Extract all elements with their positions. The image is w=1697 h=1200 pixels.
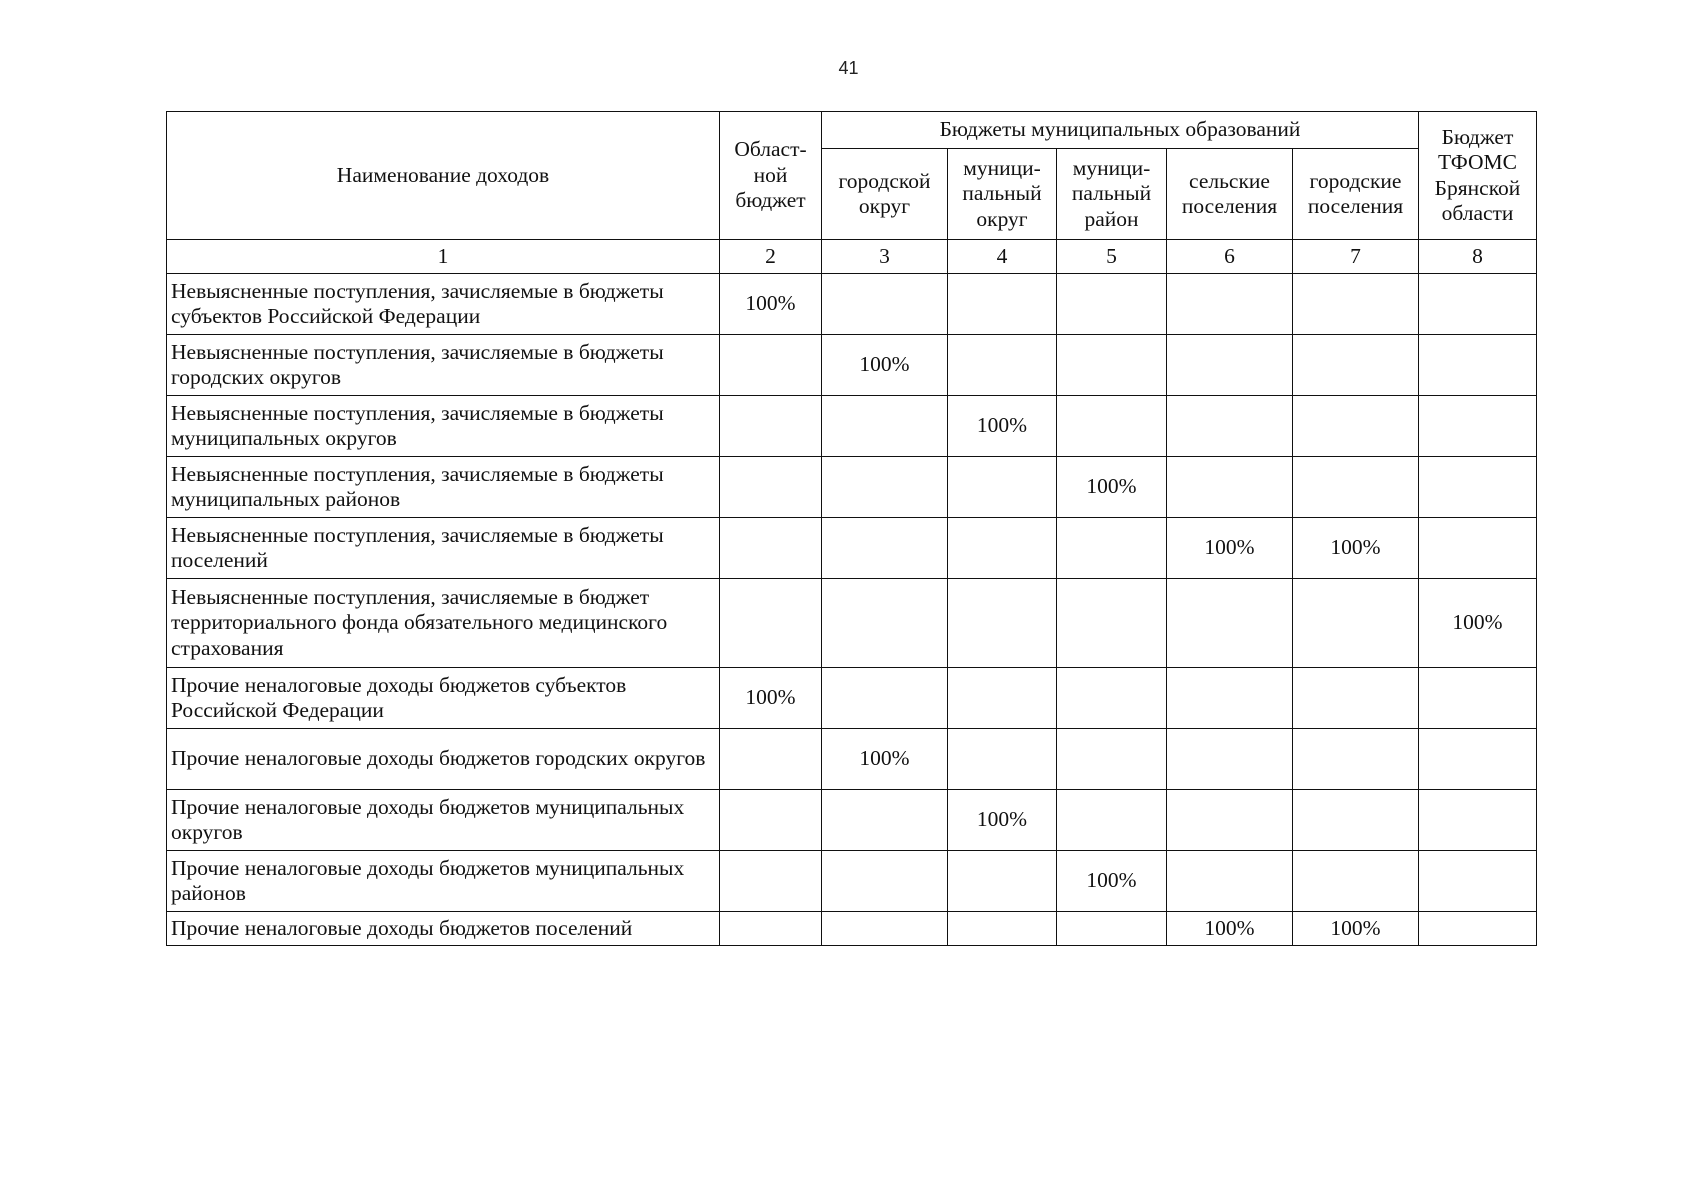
share-cell — [1293, 668, 1419, 729]
share-cell — [822, 579, 948, 668]
table-row — [167, 729, 1537, 790]
income-name-cell: Невыясненные поступления, зачисляемые в бюджеты субъектов Российской Федерации — [167, 274, 720, 335]
share-cell — [1167, 274, 1293, 335]
share-cell: 100% — [1419, 579, 1537, 668]
share-cell — [720, 790, 822, 851]
income-name-cell: Невыясненные поступления, зачисляемые в бюджеты муниципальных округов — [167, 396, 720, 457]
table-row — [167, 396, 1537, 457]
share-cell — [720, 518, 822, 579]
table-row — [167, 851, 1537, 912]
share-cell — [1293, 274, 1419, 335]
share-cell — [1293, 579, 1419, 668]
share-cell — [948, 579, 1057, 668]
income-name-cell: Невыясненные поступления, зачисляемые в бюджет территориального фонда обязательного медицинского страхования — [167, 579, 720, 668]
page-number: 41 — [838, 58, 859, 78]
share-cell — [1167, 668, 1293, 729]
share-cell: 100% — [822, 729, 948, 790]
share-cell — [1057, 790, 1167, 851]
income-name-cell: Прочие неналоговые доходы бюджетов муниципальных районов — [167, 851, 720, 912]
share-cell — [1419, 790, 1537, 851]
share-cell — [1057, 396, 1167, 457]
share-cell — [822, 518, 948, 579]
share-cell — [822, 790, 948, 851]
share-cell — [1293, 790, 1419, 851]
share-cell: 100% — [1167, 912, 1293, 946]
share-cell — [948, 668, 1057, 729]
table-row — [167, 579, 1537, 668]
header-tfoms-budget: Бюджет ТФОМС Брянской области — [1419, 112, 1537, 240]
share-cell — [1057, 729, 1167, 790]
share-cell — [720, 729, 822, 790]
income-name-cell: Прочие неналоговые доходы бюджетов поселений — [167, 912, 720, 946]
income-name-cell: Невыясненные поступления, зачисляемые в бюджеты муниципальных районов — [167, 457, 720, 518]
share-cell — [948, 912, 1057, 946]
table-row — [167, 518, 1537, 579]
income-name-cell: Невыясненные поступления, зачисляемые в бюджеты городских округов — [167, 335, 720, 396]
header-urban-settlements: городские поселения — [1293, 149, 1419, 240]
share-cell: 100% — [720, 668, 822, 729]
share-cell — [1419, 729, 1537, 790]
share-cell — [1419, 912, 1537, 946]
header-municipal-area: муници- пальный район — [1057, 149, 1167, 240]
share-cell: 100% — [1167, 518, 1293, 579]
column-number: 4 — [948, 240, 1057, 274]
share-cell — [1167, 790, 1293, 851]
share-cell: 100% — [1293, 518, 1419, 579]
column-number: 1 — [167, 240, 720, 274]
share-cell — [948, 335, 1057, 396]
income-name-cell: Прочие неналоговые доходы бюджетов субъектов Российской Федерации — [167, 668, 720, 729]
share-cell — [720, 396, 822, 457]
share-cell — [1167, 335, 1293, 396]
header-regional-budget: Област- ной бюджет — [720, 112, 822, 240]
table-row — [167, 457, 1537, 518]
share-cell — [1419, 396, 1537, 457]
share-cell — [1057, 335, 1167, 396]
column-number: 6 — [1167, 240, 1293, 274]
share-cell — [822, 668, 948, 729]
income-name-cell: Прочие неналоговые доходы бюджетов муниципальных округов — [167, 790, 720, 851]
share-cell — [1167, 851, 1293, 912]
column-number: 3 — [822, 240, 948, 274]
share-cell — [720, 335, 822, 396]
share-cell — [1167, 457, 1293, 518]
share-cell — [948, 457, 1057, 518]
share-cell — [1057, 274, 1167, 335]
share-cell — [1293, 396, 1419, 457]
column-number: 5 — [1057, 240, 1167, 274]
share-cell — [822, 457, 948, 518]
header-rural-settlements: сельские поселения — [1167, 149, 1293, 240]
share-cell — [720, 579, 822, 668]
table-row — [167, 790, 1537, 851]
share-cell: 100% — [948, 790, 1057, 851]
table-row — [167, 912, 1537, 946]
table-row — [167, 335, 1537, 396]
share-cell — [1419, 335, 1537, 396]
share-cell — [948, 729, 1057, 790]
share-cell — [720, 457, 822, 518]
share-cell: 100% — [1057, 851, 1167, 912]
share-cell — [822, 274, 948, 335]
share-cell — [1293, 457, 1419, 518]
header-income-name: Наименование доходов — [167, 112, 720, 240]
share-cell — [1293, 851, 1419, 912]
header-city-district: городской округ — [822, 149, 948, 240]
share-cell — [1419, 851, 1537, 912]
share-cell — [1167, 396, 1293, 457]
column-number: 7 — [1293, 240, 1419, 274]
share-cell: 100% — [822, 335, 948, 396]
share-cell — [822, 851, 948, 912]
header-municipal-district: муници- пальный округ — [948, 149, 1057, 240]
income-name-cell: Невыясненные поступления, зачисляемые в бюджеты поселений — [167, 518, 720, 579]
share-cell — [1057, 518, 1167, 579]
share-cell — [1057, 579, 1167, 668]
share-cell — [1419, 518, 1537, 579]
share-cell — [720, 912, 822, 946]
share-cell — [1057, 912, 1167, 946]
share-cell — [1167, 729, 1293, 790]
share-cell — [948, 274, 1057, 335]
share-cell: 100% — [1057, 457, 1167, 518]
share-cell — [1167, 579, 1293, 668]
income-name-cell: Прочие неналоговые доходы бюджетов городских округов — [167, 729, 720, 790]
header-municipal-budgets: Бюджеты муниципальных образований — [822, 112, 1419, 149]
share-cell: 100% — [1293, 912, 1419, 946]
share-cell — [822, 912, 948, 946]
share-cell: 100% — [720, 274, 822, 335]
share-cell — [1419, 668, 1537, 729]
revenue-distribution-table — [166, 111, 1537, 946]
share-cell — [720, 851, 822, 912]
share-cell — [822, 396, 948, 457]
share-cell — [948, 851, 1057, 912]
table-row — [167, 668, 1537, 729]
share-cell — [1419, 457, 1537, 518]
table-row — [167, 274, 1537, 335]
share-cell — [1057, 668, 1167, 729]
share-cell: 100% — [948, 396, 1057, 457]
share-cell — [1293, 335, 1419, 396]
column-number: 8 — [1419, 240, 1537, 274]
share-cell — [948, 518, 1057, 579]
share-cell — [1293, 729, 1419, 790]
column-number: 2 — [720, 240, 822, 274]
share-cell — [1419, 274, 1537, 335]
